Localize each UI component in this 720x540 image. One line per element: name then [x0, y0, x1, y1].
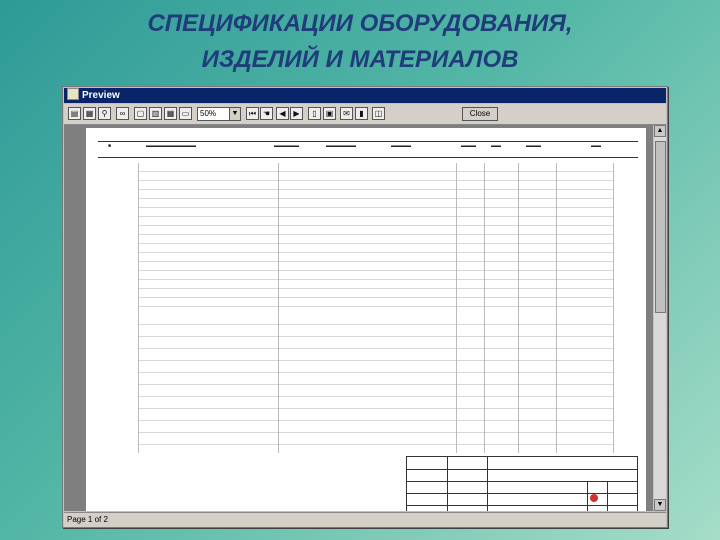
zoom-input[interactable]: 50%: [197, 107, 231, 121]
status-bar: [64, 512, 666, 527]
preview-window: [62, 86, 668, 528]
binoculars-icon[interactable]: ∞: [116, 107, 129, 120]
open-icon[interactable]: ▯: [308, 107, 321, 120]
multi-page-icon[interactable]: ▦: [164, 107, 177, 120]
slide-title: [0, 6, 720, 78]
first-page-icon[interactable]: ⏮: [246, 107, 259, 120]
spec-rows: [138, 163, 613, 308]
spec-page: ■ ▬▬▬▬▬▬▬▬▬▬ ▬▬▬▬▬ ▬▬▬▬▬▬ ▬▬▬▬ ▬▬▬ ▬▬ ▬▬▬ ▬▬: [86, 128, 646, 511]
two-page-icon[interactable]: ▥: [149, 107, 162, 120]
slide-title-line1: СПЕЦИФИКАЦИИ ОБОРУДОВАНИЯ,: [147, 10, 573, 37]
zoom-in-icon[interactable]: ⚲: [98, 107, 111, 120]
page-indicator: Page 1 of 2: [67, 515, 108, 524]
vertical-scrollbar[interactable]: [654, 125, 666, 511]
app-icon: [67, 88, 79, 100]
chevron-down-icon[interactable]: ▼: [229, 107, 241, 121]
window-title: Preview: [82, 90, 120, 101]
window-titlebar: [64, 88, 666, 103]
email-icon[interactable]: ✉: [340, 107, 353, 120]
company-logo-icon: [590, 494, 598, 502]
scroll-down-icon[interactable]: ▼: [654, 499, 666, 511]
next-page-icon[interactable]: ▶: [290, 107, 303, 120]
one-page-icon[interactable]: ▢: [134, 107, 147, 120]
title-block: [406, 456, 638, 511]
export-icon[interactable]: ◫: [372, 107, 385, 120]
slide-title-line2: ИЗДЕЛИЙ И МАТЕРИАЛОВ: [201, 46, 519, 73]
spec-rows-lower: [138, 313, 613, 448]
prev-page-icon[interactable]: ◀: [276, 107, 289, 120]
close-button[interactable]: Close: [462, 107, 498, 121]
print-icon[interactable]: ▤: [68, 107, 81, 120]
page-setup-icon[interactable]: ▦: [83, 107, 96, 120]
save-icon[interactable]: ▣: [323, 107, 336, 120]
hand-icon[interactable]: ☚: [260, 107, 273, 120]
scroll-thumb[interactable]: [655, 141, 666, 313]
copy-icon[interactable]: ▮: [355, 107, 368, 120]
toolbar: [64, 104, 666, 125]
preview-viewport[interactable]: [64, 125, 653, 511]
scroll-up-icon[interactable]: ▲: [654, 125, 666, 137]
page-width-icon[interactable]: ▭: [179, 107, 192, 120]
